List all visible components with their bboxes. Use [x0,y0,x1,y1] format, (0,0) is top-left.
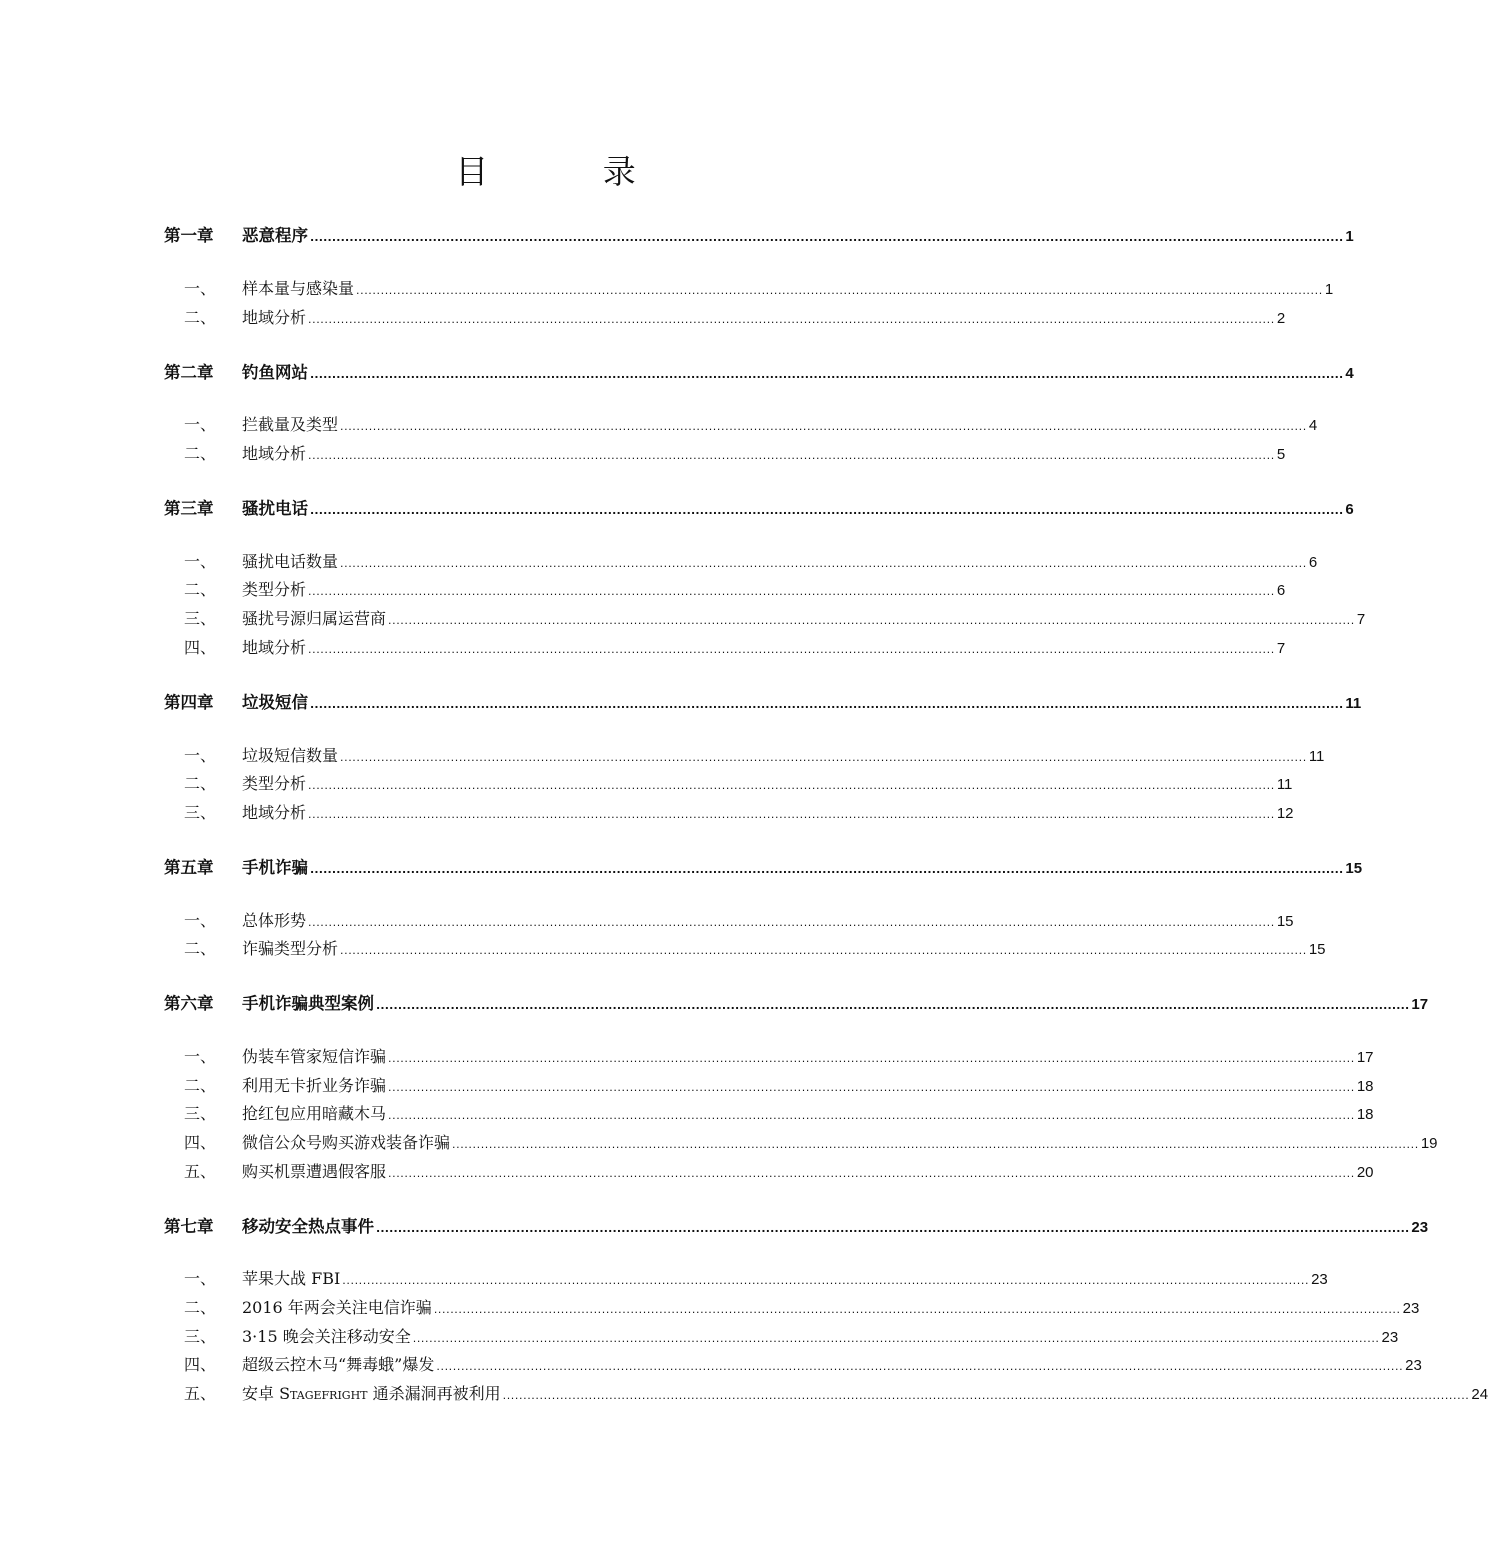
page-number: 11 [1345,695,1362,712]
toc-section-entry[interactable] [164,1324,1399,1347]
section-number: 三、 [184,609,217,628]
page-number: 6 [1276,582,1286,599]
toc-section-entry[interactable] [164,771,1293,794]
chapter-title: 手机诈骗 [242,858,308,877]
dot-leader: ............................................................................................................................................................................................................................................ [342,1274,1310,1287]
chapter-title: 移动安全热点事件 [242,1217,374,1236]
page-number: 17 [1356,1049,1374,1066]
section-number: 四、 [184,638,217,657]
chapter-title: 垃圾短信 [242,693,308,712]
section-title: 样本量与感染量 [242,279,355,298]
page-number: 23 [1381,1329,1399,1346]
section-number: 一、 [184,911,217,930]
dot-leader: ............................................................................................................................................................................................................................................ [310,504,1344,517]
dot-leader: ............................................................................................................................................................................................................................................ [340,420,1307,433]
section-title: 地域分析 [242,308,307,327]
section-number: 三、 [184,803,217,822]
page-number: 6 [1308,554,1318,571]
dot-leader: ............................................................................................................................................................................................................................................ [412,1332,1380,1345]
dot-leader: ............................................................................................................................................................................................................................................ [452,1138,1419,1151]
section-number: 一、 [184,746,217,765]
page-number: 20 [1356,1164,1374,1181]
section-number: 二、 [184,939,217,958]
page-number: 7 [1356,611,1366,628]
section-number: 五、 [184,1162,217,1181]
toc-section-entry[interactable] [164,936,1326,959]
section-title: 骚扰号源归属运营商 [242,609,387,628]
section-number: 五、 [184,1384,217,1403]
section-title: 类型分析 [242,580,307,599]
page-number: 19 [1420,1135,1438,1152]
dot-leader: ............................................................................................................................................................................................................................................ [308,916,1275,929]
toc-section-entry[interactable] [164,276,1334,299]
section-number: 一、 [184,279,217,298]
chapter-number: 第一章 [164,226,214,245]
dot-leader: ............................................................................................................................................................................................................................................ [310,368,1344,381]
section-number: 二、 [184,444,217,463]
section-title: 伪装车管家短信诈骗 [242,1047,387,1066]
dot-leader: ............................................................................................................................................................................................................................................ [340,751,1307,764]
page-number: 4 [1308,417,1318,434]
toc-section-entry[interactable] [164,1073,1374,1096]
chapter-title: 骚扰电话 [242,499,308,518]
toc-section-entry[interactable] [164,1266,1328,1289]
section-title: 3·15 晚会关注移动安全 [242,1327,411,1346]
section-number: 二、 [184,580,217,599]
page-number: 2 [1276,310,1286,327]
section-number: 一、 [184,415,217,434]
page-number: 6 [1345,501,1354,518]
dot-leader: ............................................................................................................................................................................................................................................ [308,779,1275,792]
dot-leader: ............................................................................................................................................................................................................................................ [340,944,1307,957]
dot-leader: ............................................................................................................................................................................................................................................ [433,1303,1401,1316]
page-number: 15 [1276,913,1294,930]
page-title: 目 录 [455,152,688,191]
section-title: 购买机票遭遇假客服 [242,1162,387,1181]
toc-chapter-entry[interactable] [164,495,1354,519]
toc-section-entry[interactable] [164,635,1286,658]
section-title: 利用无卡折业务诈骗 [242,1076,387,1095]
dot-leader: ............................................................................................................................................................................................................................................ [310,863,1344,876]
section-title: 类型分析 [242,774,307,793]
section-title: 抢红包应用暗藏木马 [242,1104,387,1123]
section-title: 微信公众号购买游戏装备诈骗 [242,1133,451,1152]
section-title: 诈骗类型分析 [242,939,339,958]
toc-chapter-entry[interactable] [164,1213,1429,1237]
section-number: 二、 [184,1298,217,1317]
dot-leader: ............................................................................................................................................................................................................................................ [502,1389,1470,1402]
page-number: 18 [1356,1106,1374,1123]
dot-leader: ............................................................................................................................................................................................................................................ [308,585,1275,598]
toc-section-entry[interactable] [164,1295,1420,1318]
chapter-title: 钓鱼网站 [242,363,308,382]
toc-section-entry[interactable] [164,1101,1374,1124]
page-number: 1 [1324,281,1334,298]
page-number: 23 [1411,1219,1429,1236]
toc-chapter-entry[interactable] [164,990,1429,1014]
section-number: 二、 [184,308,217,327]
section-number: 二、 [184,774,217,793]
toc-chapter-entry[interactable] [164,689,1362,713]
section-number: 二、 [184,1076,217,1095]
toc-section-entry[interactable] [164,441,1286,464]
dot-leader: ............................................................................................................................................................................................................................................ [308,643,1275,656]
dot-leader: ............................................................................................................................................................................................................................................ [376,999,1410,1012]
page-number: 17 [1411,996,1429,1013]
toc-section-entry[interactable] [164,1044,1374,1067]
section-title: 安卓 Stagefright 通杀漏洞再被利用 [242,1384,501,1403]
page-number: 11 [1276,776,1293,793]
section-title: 拦截量及类型 [242,415,339,434]
section-number: 三、 [184,1327,217,1346]
section-number: 四、 [184,1133,217,1152]
section-title: 垃圾短信数量 [242,746,339,765]
page-number: 23 [1402,1300,1420,1317]
page-number: 18 [1356,1078,1374,1095]
section-number: 四、 [184,1355,217,1374]
dot-leader: ............................................................................................................................................................................................................................................ [436,1360,1404,1373]
section-title: 地域分析 [242,803,307,822]
toc-chapter-entry[interactable] [164,854,1363,878]
chapter-number: 第六章 [164,994,214,1013]
toc-section-entry[interactable] [164,412,1318,435]
dot-leader: ............................................................................................................................................................................................................................................ [310,231,1344,244]
chapter-number: 第二章 [164,363,214,382]
section-number: 一、 [184,1269,217,1288]
section-title: 苹果大战 FBI [242,1269,341,1288]
dot-leader: ............................................................................................................................................................................................................................................ [388,1081,1355,1094]
section-title: 2016 年两会关注电信诈骗 [242,1298,432,1317]
toc-section-entry[interactable] [164,606,1366,629]
toc-section-entry[interactable] [164,1381,1488,1404]
page-number: 11 [1308,748,1325,765]
chapter-number: 第七章 [164,1217,214,1236]
toc-section-entry[interactable] [164,800,1294,823]
chapter-number: 第五章 [164,858,214,877]
page-number: 12 [1276,805,1294,822]
toc-section-entry[interactable] [164,549,1318,572]
section-title: 地域分析 [242,444,307,463]
dot-leader: ............................................................................................................................................................................................................................................ [388,1052,1355,1065]
page-number: 23 [1311,1271,1328,1288]
section-title: 地域分析 [242,638,307,657]
dot-leader: ............................................................................................................................................................................................................................................ [388,1167,1355,1180]
dot-leader: ............................................................................................................................................................................................................................................ [340,557,1307,570]
dot-leader: ............................................................................................................................................................................................................................................ [388,614,1355,627]
toc-section-entry[interactable] [164,743,1325,766]
page-number: 23 [1405,1357,1422,1374]
section-number: 三、 [184,1104,217,1123]
section-number: 一、 [184,552,217,571]
toc-section-entry[interactable] [164,305,1286,328]
dot-leader: ............................................................................................................................................................................................................................................ [308,313,1275,326]
page-number: 1 [1345,228,1354,245]
page-number: 5 [1276,446,1286,463]
section-title: 总体形势 [242,911,307,930]
toc-section-entry[interactable] [164,1352,1422,1375]
page-number: 24 [1471,1386,1488,1403]
page-number: 4 [1345,365,1354,382]
chapter-title: 手机诈骗典型案例 [242,994,374,1013]
toc-chapter-entry[interactable] [164,359,1354,383]
chapter-number: 第三章 [164,499,214,518]
section-title: 骚扰电话数量 [242,552,339,571]
page-number: 15 [1345,860,1363,877]
dot-leader: ............................................................................................................................................................................................................................................ [310,698,1344,711]
toc-section-entry[interactable] [164,577,1286,600]
page-number: 7 [1276,640,1286,657]
toc-section-entry[interactable] [164,908,1294,931]
section-number: 一、 [184,1047,217,1066]
page-number: 15 [1308,941,1326,958]
chapter-title: 恶意程序 [242,226,308,245]
toc-section-entry[interactable] [164,1159,1374,1182]
toc-chapter-entry[interactable] [164,222,1354,246]
dot-leader: ............................................................................................................................................................................................................................................ [376,1222,1410,1235]
dot-leader: ............................................................................................................................................................................................................................................ [308,808,1275,821]
toc-section-entry[interactable] [164,1130,1438,1153]
section-title: 超级云控木马“舞毒蛾”爆发 [242,1355,435,1374]
chapter-number: 第四章 [164,693,214,712]
dot-leader: ............................................................................................................................................................................................................................................ [388,1109,1355,1122]
dot-leader: ............................................................................................................................................................................................................................................ [308,449,1275,462]
dot-leader: ............................................................................................................................................................................................................................................ [356,284,1323,297]
